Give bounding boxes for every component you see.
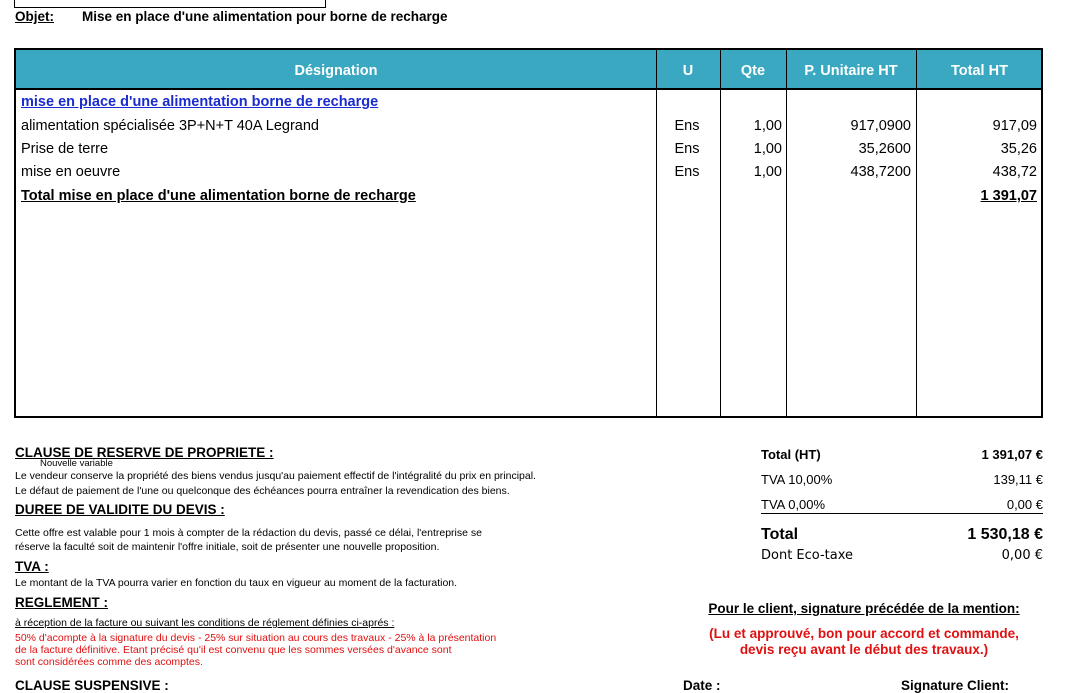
objet-label: Objet: xyxy=(15,9,54,24)
objet-value: Mise en place d'une alimentation pour borne de recharge xyxy=(82,9,448,24)
table-row xyxy=(16,141,1041,164)
row-designation: alimentation spécialisée 3P+N+T 40A Legrand xyxy=(21,118,319,134)
row-qte: 1,00 xyxy=(753,164,782,180)
header-total: Total HT xyxy=(951,63,1008,79)
date-label: Date : xyxy=(683,678,721,693)
total-ht-value: 1 391,07 € xyxy=(981,447,1043,462)
section-title: mise en place d'une alimentation borne de recharge xyxy=(21,94,379,110)
address-box xyxy=(14,0,326,8)
eco-label: Dont Eco-taxe xyxy=(761,548,854,563)
table-header xyxy=(16,50,1041,90)
signature-client-label: Signature Client: xyxy=(901,678,1010,693)
row-qte: 1,00 xyxy=(753,118,782,134)
row-total: 438,72 xyxy=(992,164,1037,180)
row-pu: 917,0900 xyxy=(850,118,911,134)
reserve-line-1: Le vendeur conserve la propriété des biens vendus jusqu'au paiement effectif de l'intégralité du prix en principal. xyxy=(15,470,536,482)
signature-title: Pour le client, signature précédée de la mention: xyxy=(708,601,1020,616)
section-total-value: 1 391,07 xyxy=(980,188,1037,204)
variable-label: Nouvelle variable xyxy=(40,458,113,469)
section-total-label: Total mise en place d'une alimentation borne de recharge xyxy=(21,188,416,204)
reglement-red-3: sont considérées comme des acomptes. xyxy=(15,656,203,668)
validite-title: DUREE DE VALIDITE DU DEVIS : xyxy=(15,502,225,517)
header-pu: P. Unitaire HT xyxy=(804,63,898,79)
reserve-title: CLAUSE DE RESERVE DE PROPRIETE : xyxy=(15,445,274,460)
tva0-label: TVA 0,00% xyxy=(761,497,826,512)
row-designation: mise en oeuvre xyxy=(21,164,121,180)
row-unit: Ens xyxy=(674,164,700,180)
suspensive-title: CLAUSE SUSPENSIVE : xyxy=(15,678,169,693)
signature-mention-1: (Lu et approuvé, bon pour accord et commande, xyxy=(709,626,1019,641)
row-pu: 438,7200 xyxy=(850,164,911,180)
row-total: 917,09 xyxy=(992,118,1037,134)
tva0-value: 0,00 € xyxy=(1006,497,1043,512)
tva0-row xyxy=(761,497,1043,514)
eco-value: 0,00 € xyxy=(1001,548,1043,563)
tva-title: TVA : xyxy=(15,559,49,574)
header-designation: Désignation xyxy=(294,63,378,79)
reserve-line-2: Le défaut de paiement de l'une ou quelconque des échéances pourra entraîner la revendication des biens. xyxy=(15,485,510,497)
total-value: 1 530,18 € xyxy=(967,526,1043,543)
section-row xyxy=(16,94,1041,117)
quote-table xyxy=(14,48,1043,418)
section-total-row xyxy=(16,188,1041,211)
validite-line-2: réserve la faculté soit de maintenir l'offre initiale, soit de présenter une nouvelle proposition. xyxy=(15,541,440,553)
header-u: U xyxy=(682,63,694,79)
tva10-value: 139,11 € xyxy=(993,472,1043,487)
row-designation: Prise de terre xyxy=(21,141,109,157)
table-row xyxy=(16,118,1041,141)
table-row xyxy=(16,164,1041,187)
validite-line-1: Cette offre est valable pour 1 mois à compter de la rédaction du devis, passé ce délai, l'entreprise se xyxy=(15,527,482,539)
total-ht-label: Total (HT) xyxy=(761,447,821,462)
tva-line: Le montant de la TVA pourra varier en fonction du taux en vigueur au moment de la facturation. xyxy=(15,577,458,589)
reglement-red-2: de la facture définitive. Etant précisé qu'il est convenu que les sommes versées d'avance sont xyxy=(15,644,452,656)
reglement-title: REGLEMENT : xyxy=(15,595,108,610)
tva10-label: TVA 10,00% xyxy=(761,472,833,487)
signature-mention-2: devis reçu avant le début des travaux.) xyxy=(739,642,989,657)
row-pu: 35,2600 xyxy=(858,141,911,157)
reglement-red-1: 50% d'acompte à la signature du devis - 25% sur situation au cours des travaux - 25% à la présentation xyxy=(15,632,497,644)
row-qte: 1,00 xyxy=(753,141,782,157)
row-total: 35,26 xyxy=(1000,141,1037,157)
row-unit: Ens xyxy=(674,118,700,134)
header-qte: Qte xyxy=(740,63,766,79)
row-unit: Ens xyxy=(674,141,700,157)
reglement-line: à réception de la facture ou suivant les conditions de réglement définies ci-aprés : xyxy=(15,617,395,629)
total-label: Total xyxy=(761,526,799,543)
